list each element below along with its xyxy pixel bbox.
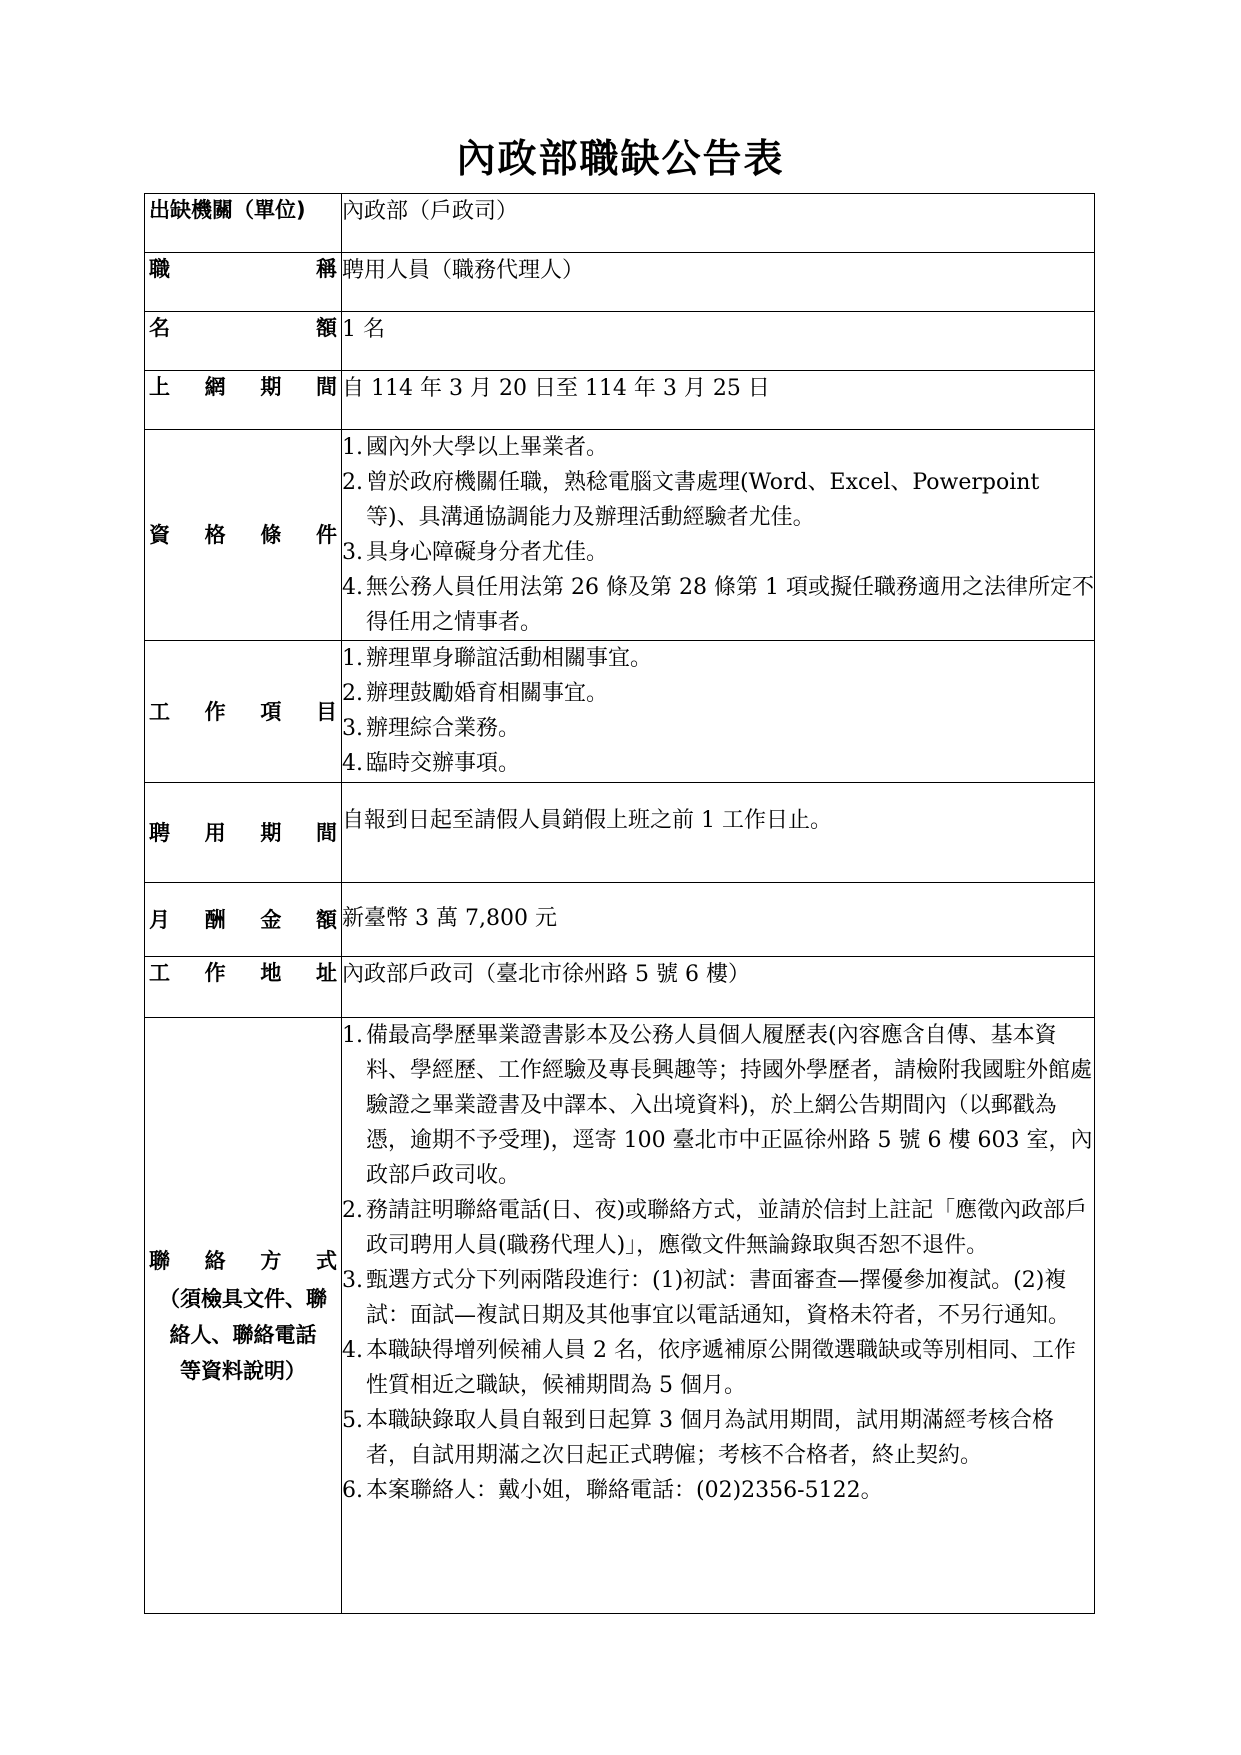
list-item: 4. 本職缺得增列候補人員 2 名，依序遞補原公開徵選職缺或等別相同、工作性質相近之職缺，候補期間為 5 個月。	[342, 1338, 1076, 1398]
list-item: 1. 國內外大學以上畢業者。	[342, 435, 609, 460]
label-agency: 出缺機關（單位)	[149, 198, 306, 222]
row-posting-period	[145, 371, 1095, 430]
row-employment-period	[145, 783, 1095, 883]
job-vacancy-table	[144, 193, 1095, 1614]
page-title: 內政部職缺公告表	[456, 137, 785, 182]
list-item: 4. 無公務人員任用法第 26 條及第 28 條第 1 項或擬任職務適用之法律所定不得任用之情事者。	[342, 575, 1094, 635]
label-work-address: 工 作 地 址	[149, 961, 337, 985]
list-item: 4. 臨時交辦事項。	[342, 751, 521, 776]
value-salary: 新臺幣 3 萬 7,800 元	[342, 883, 1095, 957]
label-quota: 名 額	[149, 316, 337, 340]
label-duties: 工 作 項 目	[149, 699, 337, 724]
value-qualifications	[342, 430, 1095, 641]
row-salary	[145, 883, 1095, 957]
value-duties	[342, 641, 1095, 783]
value-work-address: 內政部戶政司（臺北市徐州路 5 號 6 樓）	[342, 957, 1095, 1018]
list-item: 2. 務請註明聯絡電話(日、夜)或聯絡方式，並請於信封上註記「應徵內政部戶政司聘用人員(職務代理人)」，應徵文件無論錄取與否恕不退件。	[342, 1198, 1088, 1258]
value-employment-period: 自報到日起至請假人員銷假上班之前 1 工作日止。	[342, 783, 1095, 883]
label-contact-note: （須檢具文件、聯 絡人、聯絡電話 等資料說明）	[159, 1286, 327, 1383]
value-posting-period: 自 114 年 3 月 20 日至 114 年 3 月 25 日	[342, 371, 1095, 430]
list-item: 3. 具身心障礙身分者尤佳。	[342, 540, 609, 565]
label-contact: 聯 絡 方 式	[149, 1248, 337, 1273]
value-job-title: 聘用人員（職務代理人）	[342, 253, 1095, 312]
label-salary: 月 酬 金 額	[149, 907, 337, 932]
list-item: 2. 辦理鼓勵婚育相關事宜。	[342, 681, 609, 706]
label-employment-period: 聘 用 期 間	[149, 820, 337, 845]
row-agency	[145, 194, 1095, 253]
row-contact	[145, 1018, 1095, 1614]
row-work-address	[145, 957, 1095, 1018]
list-item: 5. 本職缺錄取人員自報到日起算 3 個月為試用期間，試用期滿經考核合格者，自試用期滿之次日起正式聘僱；考核不合格者，終止契約。	[342, 1408, 1054, 1468]
list-item: 3. 辦理綜合業務。	[342, 716, 521, 741]
list-item: 1. 辦理單身聯誼活動相關事宜。	[342, 646, 653, 671]
value-contact	[342, 1018, 1095, 1614]
list-item: 6. 本案聯絡人：戴小姐，聯絡電話：(02)2356-5122。	[342, 1478, 883, 1503]
value-agency: 內政部（戶政司）	[342, 194, 1095, 253]
list-item: 2. 曾於政府機關任職，熟稔電腦文書處理(Word、Excel、Powerpoint 等)、具溝通協調能力及辦理活動經驗者尤佳。	[342, 470, 1040, 530]
label-qualifications: 資 格 條 件	[149, 523, 337, 547]
list-item: 1. 備最高學歷畢業證書影本及公務人員個人履歷表(內容應含自傳、基本資料、學經歷、工作經驗及專長興趣等；持國外學歷者，請檢附我國駐外館處驗證之畢業證書及中譯本、入出境資料)，於上網公告期間內（以郵戳為憑，逾期不予受理)，逕寄 100 臺北市中正區徐州路 5 號 6 樓 603 室，內政部戶政司收。	[342, 1023, 1093, 1188]
row-job-title	[145, 253, 1095, 312]
list-item: 3. 甄選方式分下列兩階段進行：(1)初試：書面審查—擇優參加複試。(2)複試：面試—複試日期及其他事宜以電話通知，資格未符者，不另行通知。	[342, 1268, 1071, 1328]
label-posting-period: 上 網 期 間	[149, 375, 337, 399]
value-quota: 1 名	[342, 312, 1095, 371]
row-quota	[145, 312, 1095, 371]
row-qualifications	[145, 430, 1095, 641]
row-duties	[145, 641, 1095, 783]
label-job-title: 職 稱	[149, 257, 337, 281]
